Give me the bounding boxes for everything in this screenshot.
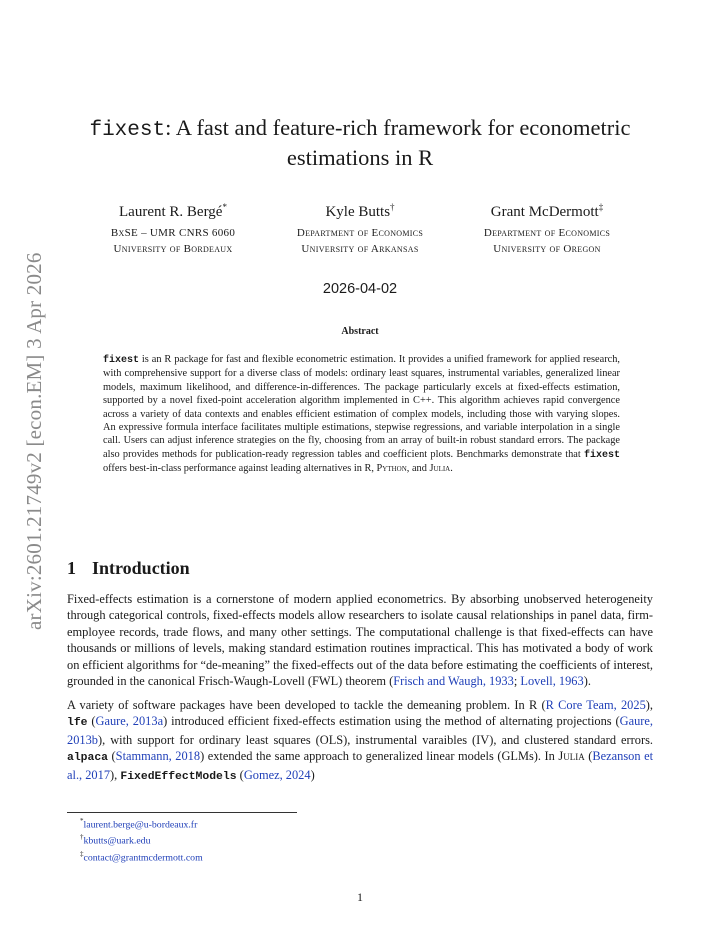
author-affiliation-2: University of Bordeaux <box>113 243 233 255</box>
author-affiliation-1: BxSE – UMR CNRS 6060 <box>110 227 236 239</box>
abstract-text: fixest is an R package for fast and flexible econometric estimation. It provides a unified framework for applied research, with comprehensive support for a diverse class of models: ordinary least squares, instrumental variables, generalized linear models, maximum likelihood, and difference-in-differences. The package particularly excels at fixed-effects estimation, supported by a novel fixed-point acceleration algorithm implemented in C++. This algorithm achieves rapid convergence across a variety of data contexts and enables efficient estimation of complex models, including those with varying slopes. An expressive formula interface facilitates multiple estimations, stepwise regressions, and variable interpolation in a single call. Users can adjust inference strategies on the fly, choosing from an array of built-in robust standard errors. The package also provides methods for publication-ready regression tables and coefficient plots. Benchmarks demonstrate that fixest offers best-in-class performance against leading alternatives in R, Python, and Julia. <box>103 354 620 475</box>
citation-link[interactable]: Frisch and Waugh, 1933 <box>393 674 514 689</box>
author-2 <box>267 198 453 257</box>
section-heading <box>67 558 190 579</box>
author-name: Laurent R. Bergé <box>119 204 223 220</box>
author-footnote-mark: † <box>390 202 395 212</box>
arxiv-identifier: arXiv:2601.21749v2 [econ.EM] 3 Apr 2026 <box>22 252 46 630</box>
paper-title <box>60 114 660 171</box>
section-number: 1 <box>67 558 76 578</box>
footnote-divider <box>67 812 297 813</box>
footnote: †kbutts@uark.edu <box>80 833 151 847</box>
author-3 <box>454 198 640 257</box>
citation-link[interactable]: Bezanson et al., 2017 <box>67 749 654 782</box>
footnote: ‡contact@grantmcdermott.com <box>80 849 203 864</box>
author-affiliation-2: University of Arkansas <box>301 243 419 255</box>
author-footnote-mark: * <box>222 202 227 212</box>
citation-link[interactable]: Lovell, 1963 <box>520 674 584 689</box>
author-block <box>80 198 640 257</box>
author-affiliation-2: University of Oregon <box>493 243 601 255</box>
page-number: 1 <box>357 890 363 904</box>
citation-link[interactable]: Gaure, 2013b <box>67 714 653 747</box>
citation-link[interactable]: R Core Team, 2025 <box>545 698 646 712</box>
title-line-2: estimations in R <box>286 145 434 170</box>
abstract-package-name-2: fixest <box>583 449 620 461</box>
paper-date: 2026-04-02 <box>322 281 398 297</box>
author-name: Kyle Butts <box>325 204 391 220</box>
footnotes <box>80 815 203 864</box>
title-package-name: fixest <box>89 119 166 142</box>
package-name: lfe <box>67 717 88 730</box>
citation-link[interactable]: Stammann, 2018 <box>115 749 201 764</box>
title-line-1: : A fast and feature-rich framework for econometric <box>165 115 631 140</box>
abstract-package-name: fixest <box>103 355 140 366</box>
package-name: alpaca <box>67 752 109 765</box>
author-footnote-mark: ‡ <box>598 202 604 212</box>
author-name: Grant McDermott <box>490 204 599 220</box>
citation-link[interactable]: Gaure, 2013a <box>95 714 164 729</box>
body-paragraph-1: Fixed-effects estimation is a cornerstone of modern applied econometrics. By absorbing unobserved heterogeneity through categorical controls, fixed-effects models allow researchers to isolate causal relationships in panel data, firm-employee records, trade flows, and many other settings. The computational challenge is that fixed-effects can have thousands or millions of levels, making standard estimation routines impractical. This has motivated a body of work on efficient algorithms for “de-meaning” the fixed-effects out of the data before estimating the coefficients of interest, grounded in the canonical Frisch-Waugh-Lovell (FWL) theorem (Frisch and Waugh, 1933; Lovell, 1963). <box>67 592 653 689</box>
footnote: *laurent.berge@u-bordeaux.fr <box>80 817 198 831</box>
abstract-heading: Abstract <box>341 326 379 337</box>
email-link[interactable]: laurent.berge@u-bordeaux.fr <box>83 819 198 831</box>
author-1 <box>80 198 266 257</box>
body-paragraph-2: A variety of software packages have been developed to tackle the demeaning problem. In R (R Core Team, 2025), lfe (Gaure, 2013a) introduced efficient fixed-effects estimation using the method of alternating projections (Gaure, 2013b), with support for ordinary least squares (OLS), instrumental varaibles (IV), and clustered standard errors. alpaca (Stammann, 2018) extended the same approach to generalized linear models (GLMs). In Julia (Bezanson et al., 2017), FixedEffectModels (Gomez, 2024) <box>67 698 654 783</box>
author-affiliation-1: Department of Economics <box>483 227 611 239</box>
arxiv-sidebar <box>22 250 52 630</box>
email-link[interactable]: contact@grantmcdermott.com <box>83 852 203 864</box>
section-title: Introduction <box>92 558 190 578</box>
email-link[interactable]: kbutts@uark.edu <box>83 835 151 847</box>
author-affiliation-1: Department of Economics <box>296 227 424 239</box>
citation-link[interactable]: Gomez, 2024 <box>243 767 311 782</box>
package-name: FixedEffectModels <box>120 770 237 783</box>
